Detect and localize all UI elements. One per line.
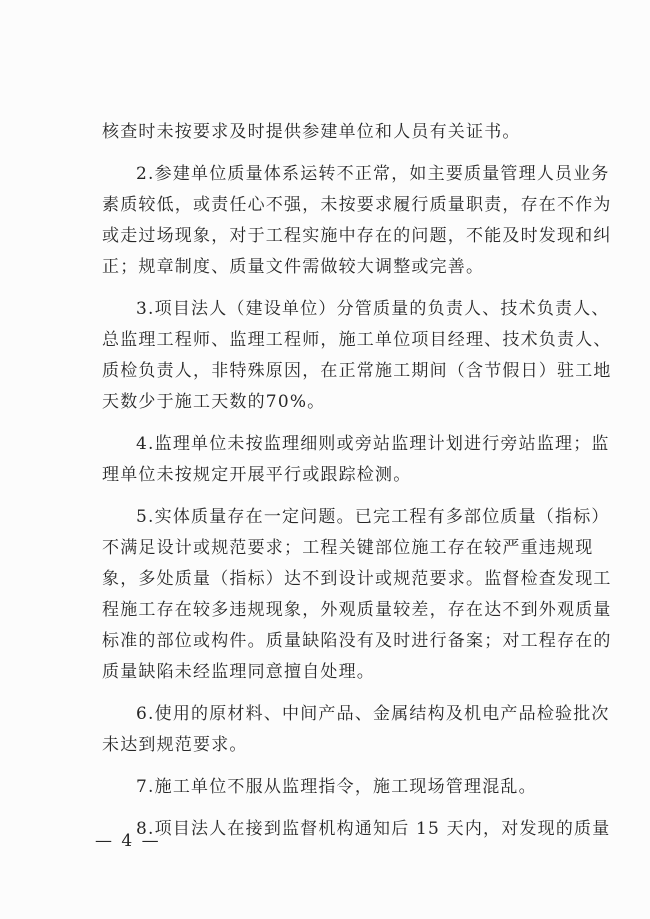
text-line: 5.实体质量存在一定问题。已完工程有多部位质量（指标） — [136, 507, 610, 527]
text-line: 程施工存在较多违规现象，外观质量较差，存在达不到外观质量 — [102, 600, 612, 620]
text-line: 象，多处质量（指标）达不到设计或规范要求。监督检查发现工 — [102, 569, 612, 589]
paragraph — [102, 699, 610, 761]
text-line: 质检负责人，非特殊原因，在正常施工期间（含节假日）驻工地 — [102, 361, 612, 381]
text-line: 8.项目法人在接到监督机构通知后 15 天内，对发现的质量 — [136, 819, 611, 839]
text-line: 不满足设计或规范要求；工程关键部位施工存在较严重违规现 — [102, 538, 594, 558]
text-line: 总监理工程师、监理工程师，施工单位项目经理、技术负责人、 — [102, 330, 612, 350]
text-line: 标准的部位或构件。质量缺陷没有及时进行备案；对工程存在的 — [102, 631, 612, 651]
text-line: 7.施工单位不服从监理指令，施工现场管理混乱。 — [136, 777, 537, 797]
text-line: 天数少于施工天数的70%。 — [102, 392, 326, 412]
document-body — [102, 117, 612, 845]
text-line: 3.项目法人（建设单位）分管质量的负责人、技术负责人、 — [136, 299, 610, 319]
text-line: 质量缺陷未经监理同意擅自处理。 — [102, 662, 375, 682]
text-line: 2.参建单位质量体系运转不正常，如主要质量管理人员业务 — [136, 164, 610, 184]
text-line: 素质较低，或责任心不强，未按要求履行质量职责，存在不作为 — [102, 195, 612, 215]
paragraph — [102, 502, 612, 688]
paragraph — [102, 814, 611, 845]
paragraph — [102, 159, 612, 283]
paragraph — [102, 117, 582, 148]
text-line: 核查时未按要求及时提供参建单位和人员有关证书。 — [102, 122, 521, 142]
paragraph — [102, 429, 610, 491]
paragraph — [102, 294, 612, 418]
text-line: 未达到规范要求。 — [102, 735, 248, 755]
text-line: 正；规章制度、质量文件需做较大调整或完善。 — [102, 257, 485, 277]
page-number: — 4 — — [95, 831, 161, 851]
text-line: 6.使用的原材料、中间产品、金属结构及机电产品检验批次 — [136, 704, 610, 724]
text-line: 理单位未按规定开展平行或跟踪检测。 — [102, 465, 412, 485]
text-line: 4.监理单位未按监理细则或旁站监理计划进行旁站监理；监 — [136, 434, 610, 454]
paragraph — [102, 772, 582, 803]
text-line: 或走过场现象，对于工程实施中存在的问题，不能及时发现和纠 — [102, 226, 612, 246]
